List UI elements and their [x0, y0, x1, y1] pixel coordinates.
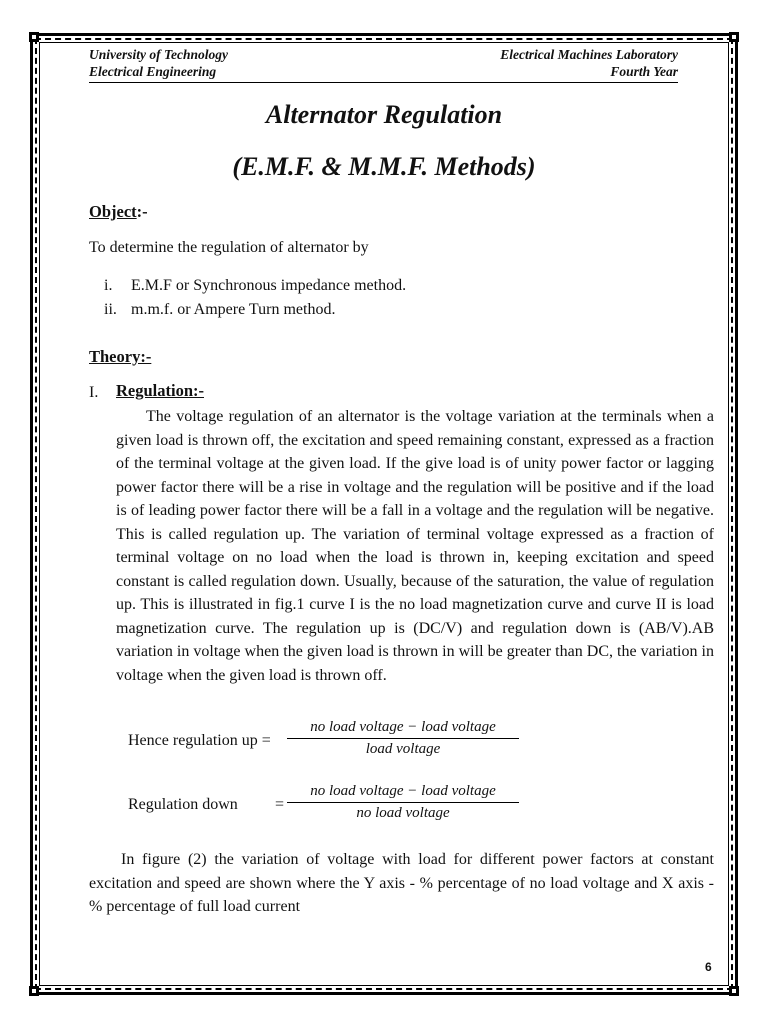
header-left: [89, 46, 228, 80]
header-university: University of Technology: [89, 47, 228, 62]
list-item-emf: E.M.F or Synchronous impedance method.: [131, 277, 407, 294]
regulation-up-fraction: [287, 719, 519, 758]
object-heading-suffix: :-: [136, 202, 148, 221]
corner-ornament: [29, 986, 39, 996]
regulation-down-equals: =: [275, 796, 285, 813]
corner-ornament: [29, 32, 39, 42]
list-marker: i.: [104, 277, 113, 294]
list-item-mmf: m.m.f. or Ampere Turn method.: [131, 301, 336, 318]
regulation-down-label: Regulation down: [128, 796, 238, 813]
page-header: [89, 46, 678, 83]
header-department: Electrical Engineering: [89, 64, 217, 79]
regulation-heading-text: Regulation:-: [116, 381, 204, 400]
regulation-up-numerator: no load voltage − load voltage: [287, 719, 519, 739]
regulation-paragraph: The voltage regulation of an alternator is the voltage variation at the terminals when a given load is thrown off, the excitation and speed remaining constant, expressed as a fraction of the terminal voltage at the given load. If the give load is of unity power factor or lagging power factor there will be a rise in voltage and the regulation will be positive and if the load is of leading power factor there will be a fall in a voltage and the regulation will be negative. This is called regulation up. The variation of terminal voltage expressed as a fraction of terminal voltage on no load when the load is thrown in, keeping excitation and speed constant is called regulation down. Usually, because of the saturation, the value of regulation up. This is illustrated in fig.1 curve I is the no load magnetization curve and curve II is load magnetization curve. The regulation up is (DC/V) and regulation down is (AB/V).AB variation in voltage when the given load is thrown in will be greater than DC, the variation in voltage when the given load is thrown off.: [116, 408, 714, 685]
page-subtitle: (E.M.F. & M.M.F. Methods): [232, 152, 536, 181]
regulation-up-denominator: load voltage: [365, 741, 441, 757]
corner-ornament: [729, 32, 739, 42]
page-number: 6: [705, 960, 712, 974]
regulation-down-numerator: no load voltage − load voltage: [287, 783, 519, 803]
theory-heading: [89, 347, 151, 367]
corner-ornament: [729, 986, 739, 996]
object-heading-text: Object: [89, 202, 137, 221]
object-intro: To determine the regulation of alternator by: [89, 239, 369, 256]
regulation-up-label: Hence regulation up =: [128, 732, 271, 749]
figure-paragraph: In figure (2) the variation of voltage with load for different power factors at constant excitation and speed are shown where the Y axis - % percentage of no load voltage and X axis - % percentage of full load current: [89, 851, 714, 915]
header-right: [500, 46, 678, 80]
regulation-down-fraction: [287, 783, 519, 822]
regulation-heading: [116, 381, 204, 401]
theory-heading-text: Theory:-: [89, 347, 152, 366]
regulation-marker: I.: [89, 384, 99, 401]
regulation-down-denominator: no load voltage: [356, 805, 450, 821]
page-title: Alternator Regulation: [265, 100, 503, 129]
header-year: Fourth Year: [610, 64, 678, 79]
header-laboratory: Electrical Machines Laboratory: [500, 47, 678, 62]
object-heading: [89, 202, 148, 222]
list-marker: ii.: [104, 301, 117, 318]
